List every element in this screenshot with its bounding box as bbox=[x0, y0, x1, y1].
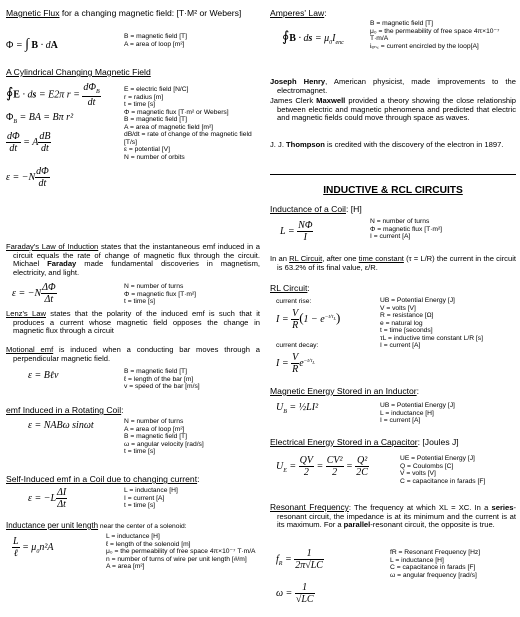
rl-circuit-heading: RL Circuit: bbox=[270, 283, 310, 293]
magnetic-flux-section bbox=[6, 9, 260, 19]
rl-intro-paragraph: In an RL Circuit, after one time constant (τ = L/R) the current in the circuit is 63.2% of its final value, ε/R. bbox=[270, 254, 516, 272]
magnetic-flux-desc: for a changing magnetic field: [T·M² or Webers] bbox=[59, 8, 242, 18]
resonant-equation-2: ω = $\frac{1}{√LC}$ bbox=[276, 582, 314, 606]
motional-legend: B = magnetic field [T] ℓ = length of the bar [m] v = speed of the bar [m/s] bbox=[124, 368, 200, 390]
inductance-length-equation: $\frac{L}{\text{ℓ}}$ = $\mu_0n^2A$ bbox=[13, 536, 54, 560]
motional-equation: ε = Bℓv bbox=[28, 370, 59, 381]
maxwell-paragraph: James Clerk Maxwell provided a theory showing the close relationship between electric and magnetic phenomena and predicted that electric and magnetic fields could move through space as waves. bbox=[270, 96, 516, 123]
rl-decay-label: current decay: bbox=[276, 342, 319, 349]
rl-decay-equation: I = $\frac{V}{R}$ $e^{-t/\tau_L}$ bbox=[276, 352, 315, 376]
henry-paragraph: Joseph Henry, American physicist, made improvements to the electromagnet. bbox=[270, 77, 516, 95]
resonant-equation-1: $f_R$ = $\frac{1}{2\pi√LC}$ bbox=[276, 548, 323, 572]
resonant-paragraph: Resonant Frequency: The frequency at which XL = XC. In a series-resonant circuit, the impedance is at its minimum and the current is at its maximum. For a parallel-resonant circuit, the opposite is true. bbox=[270, 502, 516, 530]
inductance-length-legend: L = inductance [H] ℓ = length of the solenoid [m] μ₀ = the permeability of free space 4π×10⁻⁷ T·m/A n = number of turns of wire per unit length [#/m] A = area [m²] bbox=[106, 533, 256, 570]
section-title: INDUCTIVE & RCL CIRCUITS bbox=[323, 185, 463, 196]
magnetic-energy-equation: $U_B$ = ½LI² bbox=[276, 402, 319, 415]
self-induced-heading: Self-Induced emf in a Coil due to changing current: bbox=[6, 474, 200, 484]
electrical-energy-legend: UE = Potential Energy [J] Q = Coulombs [C] V = volts [V] C = capacitance in farads [F] bbox=[400, 455, 486, 485]
inductance-coil-heading: Inductance of a Coil: [H] bbox=[270, 204, 362, 214]
rotating-coil-heading: emf Induced in a Rotating Coil: bbox=[6, 405, 124, 415]
faraday-paragraph: Faraday's Law of Induction states that the instantaneous emf induced in a circuit equals the rate of change of magnetic flux through the circuit. Michael Faraday made fundamental discoveries in magnetism, electricity, and light. bbox=[6, 242, 261, 277]
lenz-paragraph: Lenz's Law states that the polarity of the induced emf is such that it produces a current whose magnetic field opposes the change in magnetic flux through a circuit bbox=[6, 309, 260, 336]
cylindrical-eq-4: ε = −N $\frac{d\Phi}{dt}$ bbox=[6, 166, 49, 190]
faraday-legend: N = number of turns Φ = magnetic flux [T·m²] t = time [s] bbox=[124, 283, 197, 305]
magnetic-flux-heading: Magnetic Flux bbox=[6, 8, 60, 18]
divider bbox=[270, 174, 516, 175]
magnetic-flux-equation: Φ = ∫ B · dA bbox=[6, 37, 58, 52]
amperes-equation: ∮B · ds = $\mu_0I_{enc}$ bbox=[282, 30, 344, 46]
resonant-legend: fR = Resonant Frequency [Hz] L = inductance [H] C = capacitance in farads [F] ω = angular frequency [rad/s] bbox=[390, 549, 481, 579]
electrical-energy-equation: $U_E$ = $\frac{QV}{2}$ = $\frac{\text{CV²}}{2}$ = $\frac{\text{Q²}}{2C}$ bbox=[276, 455, 368, 479]
faraday-equation: ε = −N $\frac{\Delta\Phi}{\Delta t}$ bbox=[12, 282, 56, 306]
magnetic-flux-legend: B = magnetic field [T] A = area of loop [m²] bbox=[124, 33, 188, 48]
inductance-length-heading: Inductance per unit length near the center of a solenoid: bbox=[6, 521, 187, 530]
inductance-coil-equation: L = $\frac{N\Phi}{I}$ bbox=[280, 220, 313, 244]
cylindrical-eq-1: ∮E · ds = E2π r = $\frac{d\Phi_B}{dt}$ bbox=[6, 82, 100, 108]
rl-circuit-legend: UB = Potential Energy [J] V = volts [V] R = resistance [Ω] e = natural log t = time [seconds] τL = inductive time constant L/R [s] I = current [A] bbox=[380, 297, 483, 349]
self-induced-legend: L = inductance [H] I = current [A] t = time [s] bbox=[124, 487, 178, 509]
rl-rise-label: current rise: bbox=[276, 298, 312, 305]
thompson-paragraph: J. J. Thompson is credited with the discovery of the electron in 1897. bbox=[270, 140, 504, 149]
rotating-coil-legend: N = number of turns A = area of loop [m²] B = magnetic field [T] ω = angular velocity [rad/s] t = time [s] bbox=[124, 418, 204, 455]
inductance-coil-legend: N = number of turns Φ = magnetic flux [T·m²] I = current [A] bbox=[370, 218, 443, 240]
amperes-heading: Amperes' Law: bbox=[270, 8, 327, 18]
magnetic-energy-heading: Magnetic Energy Stored in an Inductor: bbox=[270, 386, 420, 396]
motional-paragraph: Motional emf is induced when a conducting bar moves through a perpendicular magnetic field. bbox=[6, 345, 261, 363]
cylindrical-eq-3: $\frac{d\Phi}{dt}$ = A $\frac{dB}{dt}$ bbox=[7, 131, 51, 155]
amperes-legend: B = magnetic field [T] μ₀ = the permeability of free space 4π×10⁻⁷ T·m/A iₑₙ꜀ = current encircled by the loop[A] bbox=[370, 20, 500, 50]
cylindrical-heading: A Cylindrical Changing Magnetic Field bbox=[6, 67, 151, 77]
electrical-energy-heading: Electrical Energy Stored in a Capacitor: [Joules J] bbox=[270, 437, 459, 447]
cylindrical-eq-2: $\Phi_B$ = BA = Bπ r² bbox=[6, 112, 74, 125]
cylindrical-legend: E = electric field [N/C] r = radius [m] t = time [s] Φ = magnetic flux [T·m² or Webers] B = magnetic field [T] A = area of magnetic field [m²] dB/dt = rate of change of the magnetic field [T/s] ε = potential [V] N = number of orbits bbox=[124, 86, 252, 161]
self-induced-equation: ε = −L $\frac{\Delta I}{\Delta t}$ bbox=[28, 487, 67, 511]
rl-rise-equation: I = $\frac{V}{R}$ $(1 - e^{-t/\tau_L})$ bbox=[276, 308, 341, 332]
magnetic-energy-legend: UB = Potential Energy [J] L = inductance [H] I = current [A] bbox=[380, 402, 455, 424]
rotating-coil-equation: ε = NABω sinωt bbox=[28, 420, 94, 431]
